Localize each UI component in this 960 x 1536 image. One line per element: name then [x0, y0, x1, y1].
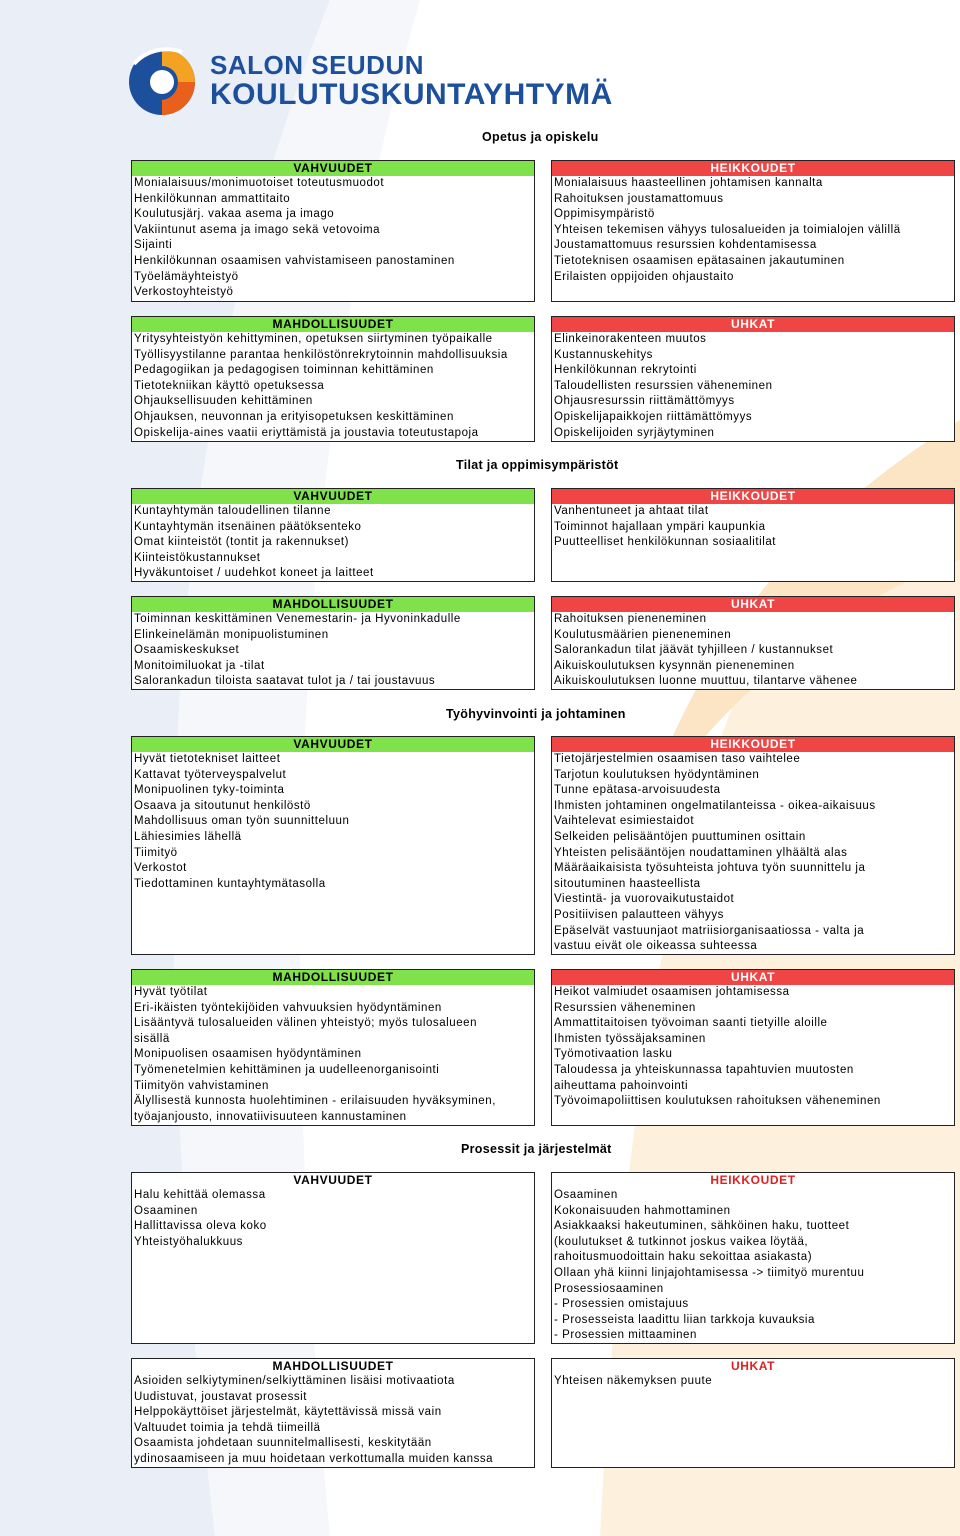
list-item: Työllisyystilanne parantaa henkilöstönrekrytoinnin mahdollisuuksia — [134, 348, 508, 361]
list-item: Tiedottaminen kuntayhtymätasolla — [134, 877, 326, 890]
s2-uhkat-header: UHKAT — [552, 597, 954, 612]
list-item: Omat kiinteistöt (tontit ja rakennukset) — [134, 536, 350, 549]
list-item: Taloudessa ja yhteiskunnassa tapahtuvien muutosten — [554, 1063, 854, 1076]
s1-vahvuudet-box — [131, 160, 535, 302]
list-item: sisällä — [134, 1032, 170, 1045]
list-item: Osaamista johdetaan suunnitelmallisesti, keskitytään — [134, 1437, 432, 1450]
list-item: Tarjotun koulutuksen hyödyntäminen — [554, 768, 760, 781]
list-item: Puutteelliset henkilökunnan sosiaalitilat — [554, 536, 777, 549]
list-item: Heikot valmiudet osaamisen johtamisessa — [554, 986, 790, 998]
s1-uhkat-header: UHKAT — [552, 317, 954, 332]
s3-mahdollisuudet-list — [132, 985, 534, 1125]
list-item: Älyllisestä kunnosta huolehtiminen - erilaisuuden hyväksyminen, — [134, 1095, 496, 1108]
section-title-prosessit: Prosessit ja järjestelmät — [461, 1142, 612, 1156]
list-item: Määräaikaisista työsuhteista johtuva työn suunnittelu ja — [554, 862, 866, 875]
list-item: Ohjausresurssin riittämättömyys — [554, 395, 735, 408]
list-item: Asiakkaaksi hakeutuminen, sähköinen haku, tuotteet — [554, 1220, 850, 1233]
list-item: Aikuiskoulutuksen kysynnän pieneneminen — [554, 659, 795, 672]
s1-heikkoudet-box — [551, 160, 955, 302]
list-item: - Prosessien omistajuus — [554, 1298, 689, 1311]
list-item: Tietojärjestelmien osaamisen taso vaihtelee — [554, 753, 801, 765]
s2-mahdollisuudet-header: MAHDOLLISUUDET — [132, 597, 534, 612]
s2-uhkat-list — [552, 612, 954, 690]
list-item: Henkilökunnan rekrytointi — [554, 364, 697, 377]
list-item: Kustannuskehitys — [554, 348, 653, 361]
list-item: vastuu eivät ole oikeassa suhteessa — [554, 940, 758, 953]
list-item: Aikuiskoulutuksen luonne muuttuu, tilantarve vähenee — [554, 675, 858, 688]
list-item: Yhteisen näkemyksen puute — [554, 1375, 713, 1387]
list-item: Rahoituksen joustamattomuus — [554, 192, 724, 205]
s3-mahdollisuudet-box — [131, 969, 535, 1126]
list-item: Uudistuvat, joustavat prosessit — [134, 1390, 308, 1403]
list-item: Kattavat työterveyspalvelut — [134, 768, 287, 781]
list-item: Oppimisympäristö — [554, 208, 655, 221]
list-item: Henkilökunnan osaamisen vahvistamiseen panostaminen — [134, 254, 455, 267]
list-item: Monipuolisen osaamisen hyödyntäminen — [134, 1048, 362, 1061]
s4-vahvuudet-header: VAHVUUDET — [293, 1173, 373, 1187]
list-item: Yhteisten pelisääntöjen noudattaminen ylhäältä alas — [554, 846, 848, 859]
s4-heikkoudet-box — [551, 1172, 955, 1344]
s4-uhkat-list — [552, 1374, 954, 1390]
s2-uhkat-box — [551, 596, 955, 690]
list-item: Hyväkuntoiset / uudehkot koneet ja laitteet — [134, 567, 374, 580]
list-item: - Prosesseista laadittu liian tarkkoja kuvauksia — [554, 1313, 815, 1326]
list-item: Tiimityö — [134, 846, 178, 859]
list-item: Ihmisten työssäjaksaminen — [554, 1032, 706, 1045]
s3-vahvuudet-header: VAHVUUDET — [132, 737, 534, 752]
s1-heikkoudet-list — [552, 176, 954, 285]
list-item: Resurssien väheneminen — [554, 1001, 696, 1014]
list-item: Tiimityön vahvistaminen — [134, 1079, 269, 1092]
list-item: Viestintä- ja vuorovaikutustaidot — [554, 893, 735, 906]
list-item: Koulutusmäärien pieneneminen — [554, 628, 732, 641]
list-item: Erilaisten oppijoiden ohjaustaito — [554, 270, 734, 283]
list-item: Yritysyhteistyön kehittyminen, opetuksen siirtyminen työpaikalle — [134, 333, 493, 345]
list-item: Epäselvät vastuunjaot matriisiorganisaatiossa - valta ja — [554, 924, 865, 937]
list-item: Verkostoyhteistyö — [134, 286, 234, 299]
list-item: Koulutusjärj. vakaa asema ja imago — [134, 208, 335, 221]
list-item: Kokonaisuuden hahmottaminen — [554, 1204, 731, 1217]
list-item: Hyvät tietotekniset laitteet — [134, 753, 281, 765]
section-title-opetus: Opetus ja opiskelu — [482, 130, 599, 144]
s3-heikkoudet-box — [551, 736, 955, 955]
list-item: Elinkeinorakenteen muutos — [554, 333, 707, 345]
s1-heikkoudet-header: HEIKKOUDET — [552, 161, 954, 176]
list-item: Osaamiskeskukset — [134, 644, 240, 657]
list-item: Työmenetelmien kehittäminen ja uudelleenorganisointi — [134, 1063, 440, 1076]
list-item: Positiivisen palautteen vähyys — [554, 908, 724, 921]
list-item: Työvoimapoliittisen koulutuksen rahoituksen väheneminen — [554, 1095, 881, 1108]
s4-vahvuudet-list — [132, 1188, 534, 1250]
list-item: Yhteisen tekemisen vähyys tulosalueiden ja toimialojen välillä — [554, 223, 901, 236]
list-item: Joustamattomuus resurssien kohdentamisessa — [554, 239, 817, 252]
list-item: Tietotekniikan käyttö opetuksessa — [134, 379, 325, 392]
logo-text-line1: SALON SEUDUN — [210, 50, 425, 80]
s2-vahvuudet-box — [131, 488, 535, 582]
s2-mahdollisuudet-list — [132, 612, 534, 690]
list-item: Hallittavissa oleva koko — [134, 1220, 267, 1233]
list-item: Osaaminen — [554, 1189, 618, 1201]
list-item: Monialaisuus haasteellinen johtamisen kannalta — [554, 177, 823, 189]
s4-uhkat-header: UHKAT — [730, 1359, 776, 1373]
list-item: Yhteistyöhalukkuus — [134, 1235, 243, 1248]
list-item: Monitoimiluokat ja -tilat — [134, 659, 265, 672]
s3-vahvuudet-list — [132, 752, 534, 892]
list-item: Ohjauksen, neuvonnan ja erityisopetuksen keskittäminen — [134, 410, 454, 423]
s2-heikkoudet-box — [551, 488, 955, 582]
list-item: Verkostot — [134, 862, 187, 875]
list-item: rahoitusmuodoittain haku sekoittaa asiakasta) — [554, 1251, 813, 1264]
list-item: Taloudellisten resurssien väheneminen — [554, 379, 773, 392]
list-item: Toiminnan keskittäminen Venemestarin- ja Hyvoninkadulle — [134, 613, 461, 625]
list-item: Henkilökunnan ammattitaito — [134, 192, 291, 205]
list-item: Helppokäyttöiset järjestelmät, käytettävissä missä vain — [134, 1406, 442, 1419]
list-item: Osaava ja sitoutunut henkilöstö — [134, 799, 311, 812]
list-item: Asioiden selkiytyminen/selkiyttäminen lisäisi motivaatiota — [134, 1375, 455, 1387]
list-item: Hyvät työtilat — [134, 986, 208, 998]
list-item: Osaaminen — [134, 1204, 198, 1217]
s3-heikkoudet-header: HEIKKOUDET — [552, 737, 954, 752]
list-item: Vanhentuneet ja ahtaat tilat — [554, 505, 709, 517]
list-item: Halu kehittää olemassa — [134, 1189, 266, 1201]
section-title-tyohyvinvointi: Työhyvinvointi ja johtaminen — [446, 707, 626, 721]
list-item: Lisääntyvä tulosalueiden välinen yhteistyö; myös tulosalueen — [134, 1017, 478, 1030]
list-item: Kuntayhtymän itsenäinen päätöksenteko — [134, 520, 362, 533]
list-item: Ammattitaitoisen työvoiman saanti tietyille aloille — [554, 1017, 828, 1030]
s1-vahvuudet-header: VAHVUUDET — [132, 161, 534, 176]
s1-uhkat-box — [551, 316, 955, 442]
list-item: Ollaan yhä kiinni linjajohtamisessa -> tiimityö murentuu — [554, 1266, 865, 1279]
s3-uhkat-header: UHKAT — [552, 970, 954, 985]
section-title-tilat: Tilat ja oppimisympäristöt — [456, 458, 619, 472]
list-item: - Prosessien mittaaminen — [554, 1329, 697, 1342]
list-item: Tunne epätasa-arvoisuudesta — [554, 784, 721, 797]
list-item: Monialaisuus/monimuotoiset toteutusmuodot — [134, 177, 385, 189]
organization-logo — [126, 40, 626, 120]
list-item: Työelämäyhteistyö — [134, 270, 239, 283]
s4-heikkoudet-list — [552, 1188, 954, 1344]
s1-uhkat-list — [552, 332, 954, 441]
list-item: Toiminnot hajallaan ympäri kaupunkia — [554, 520, 766, 533]
list-item: Ohjauksellisuuden kehittäminen — [134, 395, 313, 408]
s2-mahdollisuudet-box — [131, 596, 535, 690]
list-item: Lähiesimies lähellä — [134, 830, 242, 843]
list-item: Elinkeinelämän monipuolistuminen — [134, 628, 329, 641]
list-item: Valtuudet toimia ja tehdä tiimeillä — [134, 1421, 321, 1434]
s1-vahvuudet-list — [132, 176, 534, 301]
list-item: Vaihtelevat esimiestaidot — [554, 815, 695, 828]
list-item: aiheuttama pahoinvointi — [554, 1079, 689, 1092]
list-item: Työmotivaation lasku — [554, 1048, 673, 1061]
list-item: ydinosaamiseen ja muu hoidetaan verkottumalla muiden kanssa — [134, 1452, 494, 1465]
list-item: Opiskelijapaikkojen riittämättömyys — [554, 410, 753, 423]
list-item: Kiinteistökustannukset — [134, 551, 261, 564]
list-item: Pedagogiikan ja pedagogisen toiminnan kehittäminen — [134, 364, 434, 377]
list-item: sitoutuminen haasteellista — [554, 877, 701, 890]
list-item: Salorankadun tilat jäävät tyhjilleen / kustannukset — [554, 644, 834, 657]
s3-vahvuudet-box — [131, 736, 535, 955]
logo-mark-icon — [126, 44, 202, 118]
s1-mahdollisuudet-box — [131, 316, 535, 442]
list-item: Kuntayhtymän taloudellinen tilanne — [134, 505, 332, 517]
list-item: Vakiintunut asema ja imago sekä vetovoima — [134, 223, 381, 236]
s1-mahdollisuudet-header: MAHDOLLISUUDET — [132, 317, 534, 332]
list-item: Opiskelija-aines vaatii eriyttämistä ja joustavia toteutustapoja — [134, 426, 479, 439]
s4-heikkoudet-header: HEIKKOUDET — [710, 1173, 796, 1187]
list-item: Salorankadun tiloista saatavat tulot ja / tai joustavuus — [134, 675, 436, 688]
s2-heikkoudet-list — [552, 504, 954, 551]
s3-heikkoudet-list — [552, 752, 954, 955]
logo-text-line2: KOULUTUSKUNTAYHTYMÄ — [210, 78, 613, 111]
list-item: Rahoituksen pieneneminen — [554, 613, 707, 625]
s4-mahdollisuudet-list — [132, 1374, 534, 1468]
list-item: Sijainti — [134, 239, 173, 252]
s4-vahvuudet-box — [131, 1172, 535, 1344]
list-item: Prosessiosaaminen — [554, 1282, 664, 1295]
s3-uhkat-box — [551, 969, 955, 1126]
list-item: työajanjousto, innovatiivisuuteen kannustaminen — [134, 1110, 407, 1123]
list-item: (koulutukset & tutkinnot joskus vaikea löytää, — [554, 1235, 809, 1248]
s3-mahdollisuudet-header: MAHDOLLISUUDET — [132, 970, 534, 985]
s2-heikkoudet-header: HEIKKOUDET — [552, 489, 954, 504]
list-item: Selkeiden pelisääntöjen puuttuminen osittain — [554, 830, 806, 843]
s4-uhkat-box — [551, 1358, 955, 1468]
s2-vahvuudet-list — [132, 504, 534, 582]
s4-mahdollisuudet-header: MAHDOLLISUUDET — [272, 1359, 394, 1373]
s3-uhkat-list — [552, 985, 954, 1110]
s2-vahvuudet-header: VAHVUUDET — [132, 489, 534, 504]
list-item: Eri-ikäisten työntekijöiden vahvuuksien hyödyntäminen — [134, 1001, 442, 1014]
list-item: Monipuolinen tyky-toiminta — [134, 784, 285, 797]
list-item: Mahdollisuus oman työn suunnitteluun — [134, 815, 350, 828]
s4-mahdollisuudet-box — [131, 1358, 535, 1468]
list-item: Tietoteknisen osaamisen epätasainen jakautuminen — [554, 254, 845, 267]
s1-mahdollisuudet-list — [132, 332, 534, 441]
list-item: Opiskelijoiden syrjäytyminen — [554, 426, 715, 439]
list-item: Ihmisten johtaminen ongelmatilanteissa - oikea-aikaisuus — [554, 799, 876, 812]
